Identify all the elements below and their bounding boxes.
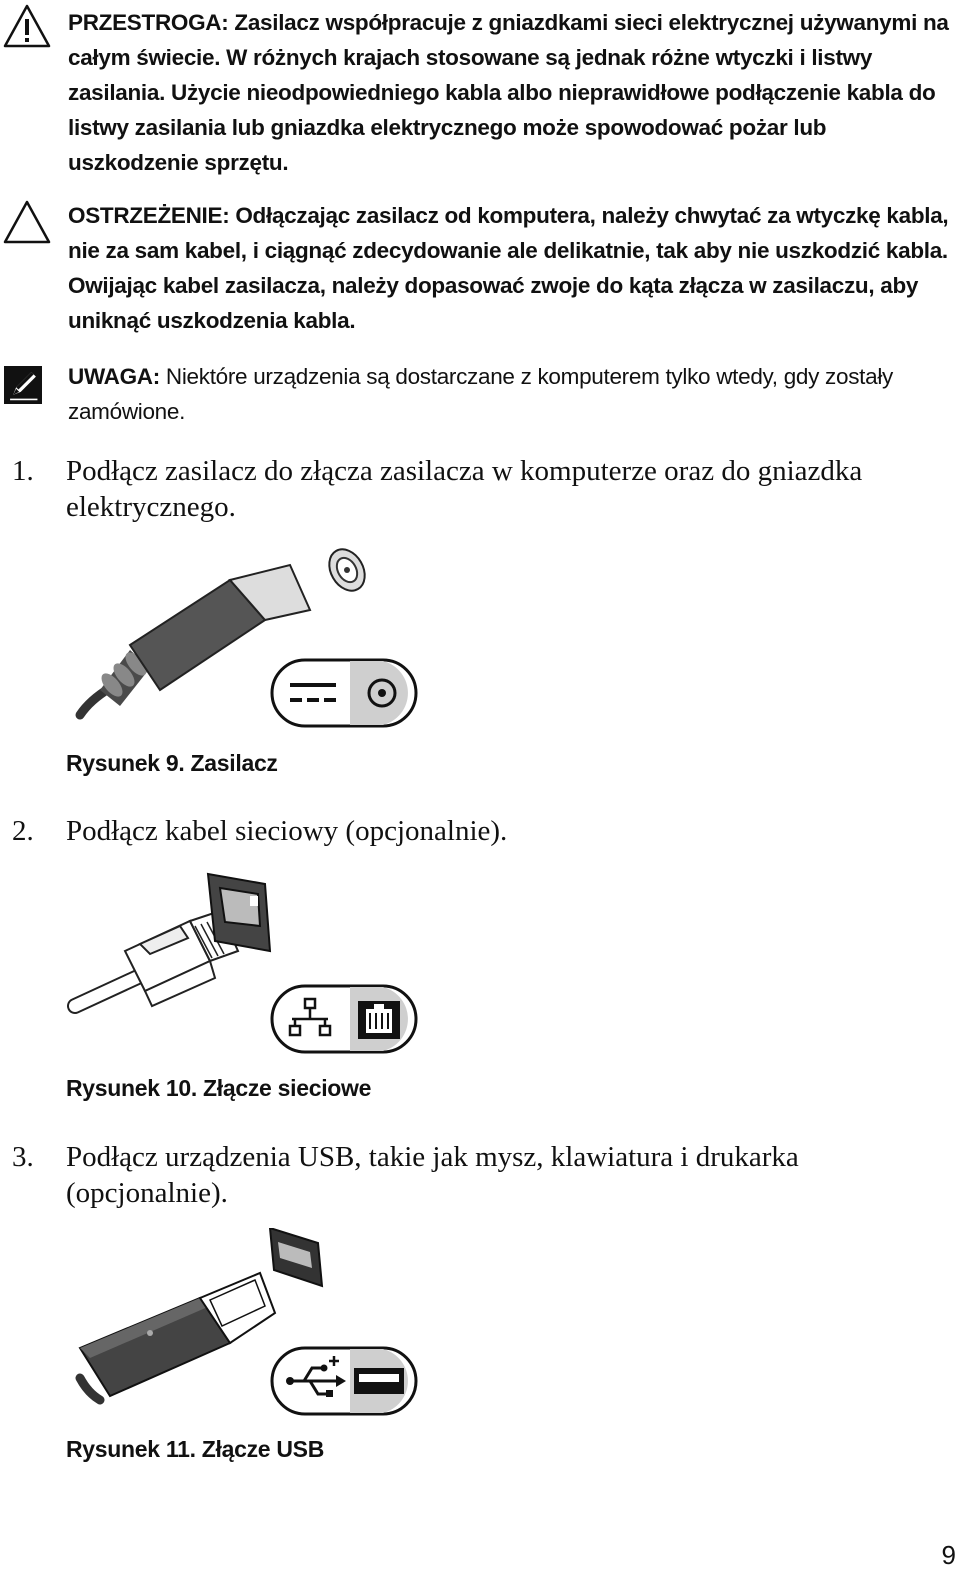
usb-connector-illustration [60,1228,440,1428]
caution-text [68,198,956,338]
page-number: 9 [941,1540,956,1570]
figure-11-caption: Rysunek 11. Złącze USB [66,1436,325,1462]
note-text [68,359,956,429]
caution-body: Odłączając zasilacz od komputera, należy chwytać za wtyczkę kabla, nie za sam kabel, i ciągnąć zdecydowanie ale delikatnie, tak aby nie uszkodzić kabla. Owijając kabel zasilacza, należy dopasować zwoje do kąta złącza w zasilaczu, aby uniknąć uszkodzenia kabla. [68,203,949,333]
step-text: Podłącz urządzenia USB, takie jak mysz, klawiatura i drukarka (opcjonalnie). [66,1141,799,1209]
step-number: 1. [12,455,34,487]
caution-label: OSTRZEŻENIE: [68,203,230,228]
figure-10-caption: Rysunek 10. Złącze sieciowe [66,1075,372,1101]
warning-text [68,5,956,180]
power-adapter-illustration [60,540,440,740]
note-label: UWAGA: [68,364,160,389]
step-text: Podłącz kabel sieciowy (opcjonalnie). [66,815,508,847]
warning-body: Zasilacz współpracuje z gniazdkami sieci elektrycznej używanymi na całym świecie. W różnych krajach stosowane są jednak różne wtyczki i listwy zasilania. Użycie nieodpowiedniego kabla albo nieprawidłowe podłączenie kabla do listwy zasilania lub gniazdka elektrycznego może spowodować pożar lub uszkodzenie sprzętu. [68,10,949,175]
step-number: 2. [12,815,34,847]
network-connector-illustration [60,866,440,1066]
warning-label: PRZESTROGA: [68,10,229,35]
note-body: Niektóre urządzenia są dostarczane z komputerem tylko wtedy, gdy zostały zamówione. [68,364,893,424]
step-number: 3. [12,1141,34,1173]
figure-9-caption: Rysunek 9. Zasilacz [66,750,278,776]
caution-triangle-icon [2,198,52,248]
note-pencil-icon [4,366,42,404]
step-text: Podłącz zasilacz do złącza zasilacza w komputerze oraz do gniazdka elektrycznego. [66,455,863,523]
warning-triangle-icon [2,2,52,52]
